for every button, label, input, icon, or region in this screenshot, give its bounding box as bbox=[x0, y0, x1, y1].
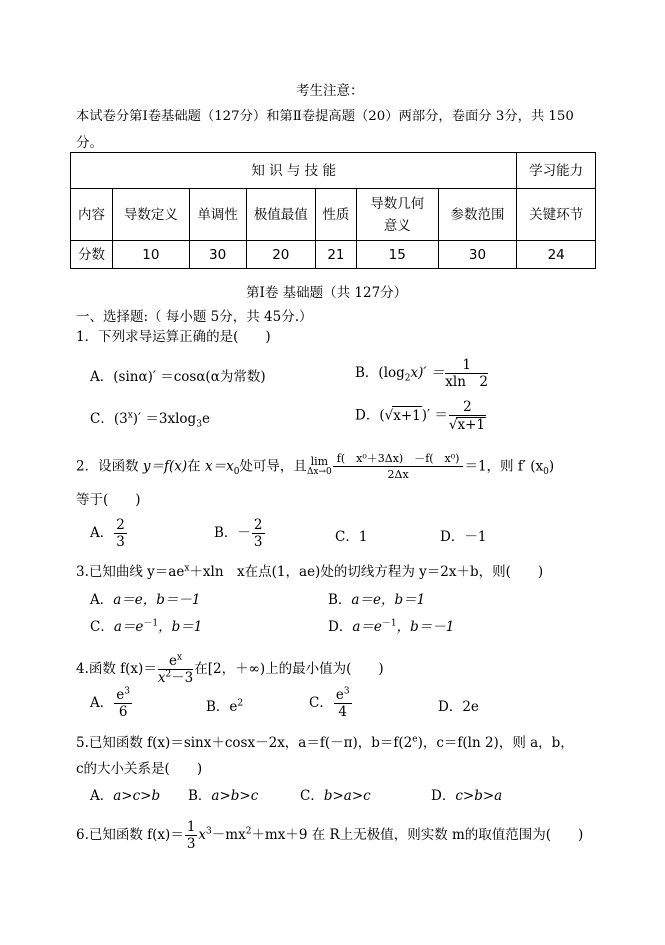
text: x bbox=[157, 670, 166, 686]
fraction bbox=[449, 400, 486, 432]
option-text: 2e bbox=[462, 699, 479, 715]
limit-under: Δx→0 bbox=[306, 467, 332, 477]
limit bbox=[307, 457, 332, 477]
q3-option-b bbox=[328, 591, 425, 609]
q2-option-d bbox=[440, 528, 486, 546]
superscript: 3 bbox=[124, 686, 130, 697]
superscript: x bbox=[127, 410, 133, 421]
q4-option-c bbox=[309, 688, 353, 719]
column-score: 15 bbox=[356, 241, 438, 269]
fraction-numerator bbox=[334, 688, 352, 704]
option-label: B． bbox=[214, 525, 238, 541]
option-label: A． bbox=[90, 695, 114, 711]
fraction bbox=[185, 820, 198, 851]
fraction bbox=[333, 452, 464, 482]
text: ＝1，则 f′ (x bbox=[464, 458, 544, 475]
fraction bbox=[114, 518, 127, 549]
option-label: D． bbox=[431, 788, 456, 804]
text: )，c＝f(ln 2)，则 a，b， bbox=[417, 735, 574, 751]
text: 4.函数 f(x)＝ bbox=[76, 661, 157, 677]
column-name: 性质 bbox=[316, 189, 357, 241]
option-text: ，b＝1 bbox=[158, 619, 203, 635]
fraction-denominator: 6 bbox=[118, 704, 128, 720]
part-title: 第Ⅰ卷 基础题（共 127分） bbox=[246, 285, 408, 301]
option-text: － bbox=[237, 525, 251, 541]
text: －3 bbox=[171, 670, 194, 686]
row-label-content: 内容 bbox=[71, 189, 113, 241]
score-table bbox=[70, 152, 596, 269]
option-text: e bbox=[201, 411, 210, 427]
fraction-numerator: 1 bbox=[186, 819, 196, 835]
superscript: 2 bbox=[165, 669, 172, 680]
q1-option-c bbox=[90, 410, 210, 428]
math: x＝x bbox=[204, 458, 234, 475]
text: e bbox=[169, 653, 178, 669]
option-text: (log bbox=[378, 365, 405, 381]
q5-option-a bbox=[90, 787, 160, 805]
option-text: a>c>b bbox=[113, 788, 161, 804]
sqrt-sign: √ bbox=[384, 407, 394, 424]
option-label: B． bbox=[328, 592, 352, 608]
fraction-denominator: xln 2 bbox=[445, 374, 488, 390]
fraction-denominator: 2Δx bbox=[387, 468, 409, 481]
text: 在[2，＋∞)上的最小值为( ) bbox=[194, 661, 384, 677]
column-score: 30 bbox=[438, 241, 517, 269]
superscript: －1 bbox=[381, 618, 397, 629]
math: y＝f(x) bbox=[142, 458, 188, 475]
superscript: －1 bbox=[143, 618, 159, 629]
table-content-row bbox=[71, 189, 596, 241]
table-header-row bbox=[71, 153, 596, 189]
fraction bbox=[158, 654, 193, 685]
fraction-denominator: √x+1 bbox=[448, 417, 485, 433]
q3-stem bbox=[76, 563, 543, 581]
group-knowledge: 知 识 与 技 能 bbox=[71, 153, 517, 189]
fraction-numerator: f( x⁰＋3Δx) －f( x⁰) bbox=[333, 452, 464, 467]
text: e bbox=[335, 687, 344, 703]
option-text: x)′ ＝ bbox=[410, 365, 445, 381]
option-label: A． bbox=[90, 788, 114, 804]
q4-option-b bbox=[206, 698, 243, 716]
notice-line-2: 分。 bbox=[76, 135, 103, 151]
option-text: e bbox=[229, 699, 238, 715]
superscript: 3 bbox=[343, 686, 350, 697]
fraction bbox=[114, 688, 132, 719]
option-label: B． bbox=[355, 365, 379, 381]
column-score: 30 bbox=[189, 241, 246, 269]
column-score: 10 bbox=[113, 241, 190, 269]
fraction-numerator bbox=[158, 654, 193, 670]
option-label: D． bbox=[355, 407, 380, 424]
option-label: C． bbox=[335, 529, 359, 545]
fraction bbox=[334, 688, 352, 719]
text: e bbox=[116, 687, 125, 703]
text: ) bbox=[548, 458, 555, 475]
option-label: D． bbox=[440, 529, 465, 545]
q2-option-a bbox=[90, 518, 128, 549]
text: ＋mx＋9 在 R上无极值，则实数 m的取值范围为( ) bbox=[251, 827, 584, 843]
fraction-denominator: 3 bbox=[116, 534, 125, 550]
column-score: 24 bbox=[517, 241, 596, 269]
option-label: B． bbox=[206, 699, 230, 715]
text: 5.已知函数 f(x)＝sinx＋cosx－2x，a＝f(－π)，b＝f(2 bbox=[76, 735, 413, 751]
q2-stem-line-2: 等于( ) bbox=[76, 492, 141, 508]
superscript: 2 bbox=[237, 698, 244, 709]
fraction-numerator: 2 bbox=[253, 517, 263, 533]
option-text: a＝e bbox=[113, 619, 144, 635]
text: 6.已知函数 f(x)＝ bbox=[76, 827, 184, 843]
option-text: ( bbox=[379, 407, 385, 424]
option-text: －1 bbox=[464, 529, 487, 545]
table-score-row bbox=[71, 241, 596, 269]
option-label: C． bbox=[309, 695, 333, 711]
text: －mx bbox=[211, 827, 246, 843]
fraction-numerator: 2 bbox=[449, 400, 486, 416]
limit-label: lim bbox=[310, 455, 329, 468]
column-name: 参数范围 bbox=[438, 189, 517, 241]
superscript: 2 bbox=[245, 826, 252, 837]
option-text: (3 bbox=[113, 411, 128, 427]
q4-option-a bbox=[90, 688, 133, 719]
superscript: x bbox=[184, 563, 190, 574]
section-title: 一、选择题:（ 每小题 5分，共 45分.） bbox=[76, 309, 313, 325]
q1-option-a bbox=[90, 368, 266, 386]
q4-option-d bbox=[438, 698, 479, 716]
q5-option-c bbox=[300, 787, 371, 805]
q5-option-b bbox=[188, 787, 258, 805]
row-label-score: 分数 bbox=[71, 241, 113, 269]
text: 处可导，且 bbox=[239, 458, 307, 475]
fraction bbox=[252, 518, 265, 549]
q3-option-d bbox=[328, 618, 454, 636]
column-name: 关键环节 bbox=[517, 189, 596, 241]
column-score: 21 bbox=[316, 241, 357, 269]
option-text: a>b>c bbox=[211, 788, 259, 804]
option-label: A． bbox=[90, 592, 114, 608]
subscript: 3 bbox=[196, 419, 202, 430]
q3-option-c bbox=[90, 618, 202, 636]
option-text: )′ ＝3xlog bbox=[132, 411, 197, 427]
fraction-denominator: 4 bbox=[338, 704, 347, 720]
q2-option-b bbox=[214, 518, 266, 549]
option-label: D． bbox=[438, 699, 463, 715]
column-name: 单调性 bbox=[189, 189, 246, 241]
q6-stem bbox=[76, 820, 583, 851]
group-ability: 学习能力 bbox=[517, 153, 596, 189]
option-text: (sinα)′ ＝cosα(α为常数) bbox=[113, 369, 266, 385]
option-text: b>a>c bbox=[323, 788, 371, 804]
notice-line-1: 本试卷分第Ⅰ卷基础题（127分）和第Ⅱ卷提高题（20）两部分，卷面分 3分，共 150 bbox=[76, 109, 574, 124]
option-label: C． bbox=[90, 411, 114, 427]
text: 在 bbox=[187, 458, 205, 475]
q1-option-b bbox=[355, 358, 489, 389]
option-label: A． bbox=[90, 369, 114, 385]
fraction-denominator: 3 bbox=[186, 836, 196, 852]
fraction-numerator: 2 bbox=[116, 517, 125, 533]
superscript: x bbox=[177, 652, 183, 663]
option-label: C． bbox=[300, 788, 324, 804]
option-label: B． bbox=[188, 788, 212, 804]
radicand: x+1 bbox=[457, 417, 485, 433]
fraction-denominator bbox=[158, 670, 193, 685]
math: x bbox=[198, 827, 207, 843]
q1-stem: 1．下列求导运算正确的是( ) bbox=[76, 329, 271, 345]
subscript: 2 bbox=[404, 373, 411, 384]
q5-stem bbox=[76, 734, 574, 752]
option-text: )′ ＝ bbox=[421, 407, 448, 424]
q3-option-a bbox=[90, 591, 201, 609]
text: 2．设函数 bbox=[76, 458, 143, 475]
q4-stem bbox=[76, 654, 384, 685]
subscript: 0 bbox=[233, 467, 240, 478]
option-text: a＝e bbox=[352, 619, 382, 635]
q2-option-c bbox=[335, 528, 367, 546]
option-label: A． bbox=[90, 525, 114, 541]
fraction-denominator: 3 bbox=[253, 534, 263, 550]
option-text: c>b>a bbox=[455, 788, 503, 804]
column-name: 极值最值 bbox=[246, 189, 316, 241]
q5-stem-line-2: c的大小关系是( ) bbox=[76, 761, 203, 777]
text: 3.已知曲线 y＝ae bbox=[76, 564, 185, 580]
notice-title: 考生注意： bbox=[296, 83, 364, 99]
fraction-numerator bbox=[114, 688, 132, 704]
q5-option-d bbox=[431, 787, 502, 805]
superscript: 3 bbox=[206, 826, 212, 837]
radicand: x+1 bbox=[393, 407, 421, 424]
column-score: 20 bbox=[246, 241, 316, 269]
superscript: e bbox=[412, 734, 418, 745]
q2-stem bbox=[76, 452, 554, 482]
column-name: 导数几何意义 bbox=[356, 189, 438, 241]
column-name: 导数定义 bbox=[113, 189, 190, 241]
text: ＋xln x在点(1，ae)处的切线方程为 y＝2x＋b，则( ) bbox=[189, 564, 544, 580]
fraction-numerator: 1 bbox=[445, 358, 488, 374]
fraction bbox=[445, 358, 488, 389]
option-label: D． bbox=[328, 619, 353, 635]
option-text: a＝e，b＝－1 bbox=[113, 592, 201, 608]
option-text: 1 bbox=[358, 529, 368, 545]
option-text: a＝e，b＝1 bbox=[351, 592, 426, 608]
subscript: 0 bbox=[543, 467, 549, 478]
option-label: C． bbox=[90, 619, 114, 635]
option-text: ，b＝－1 bbox=[396, 619, 455, 635]
q1-option-d bbox=[355, 400, 487, 432]
